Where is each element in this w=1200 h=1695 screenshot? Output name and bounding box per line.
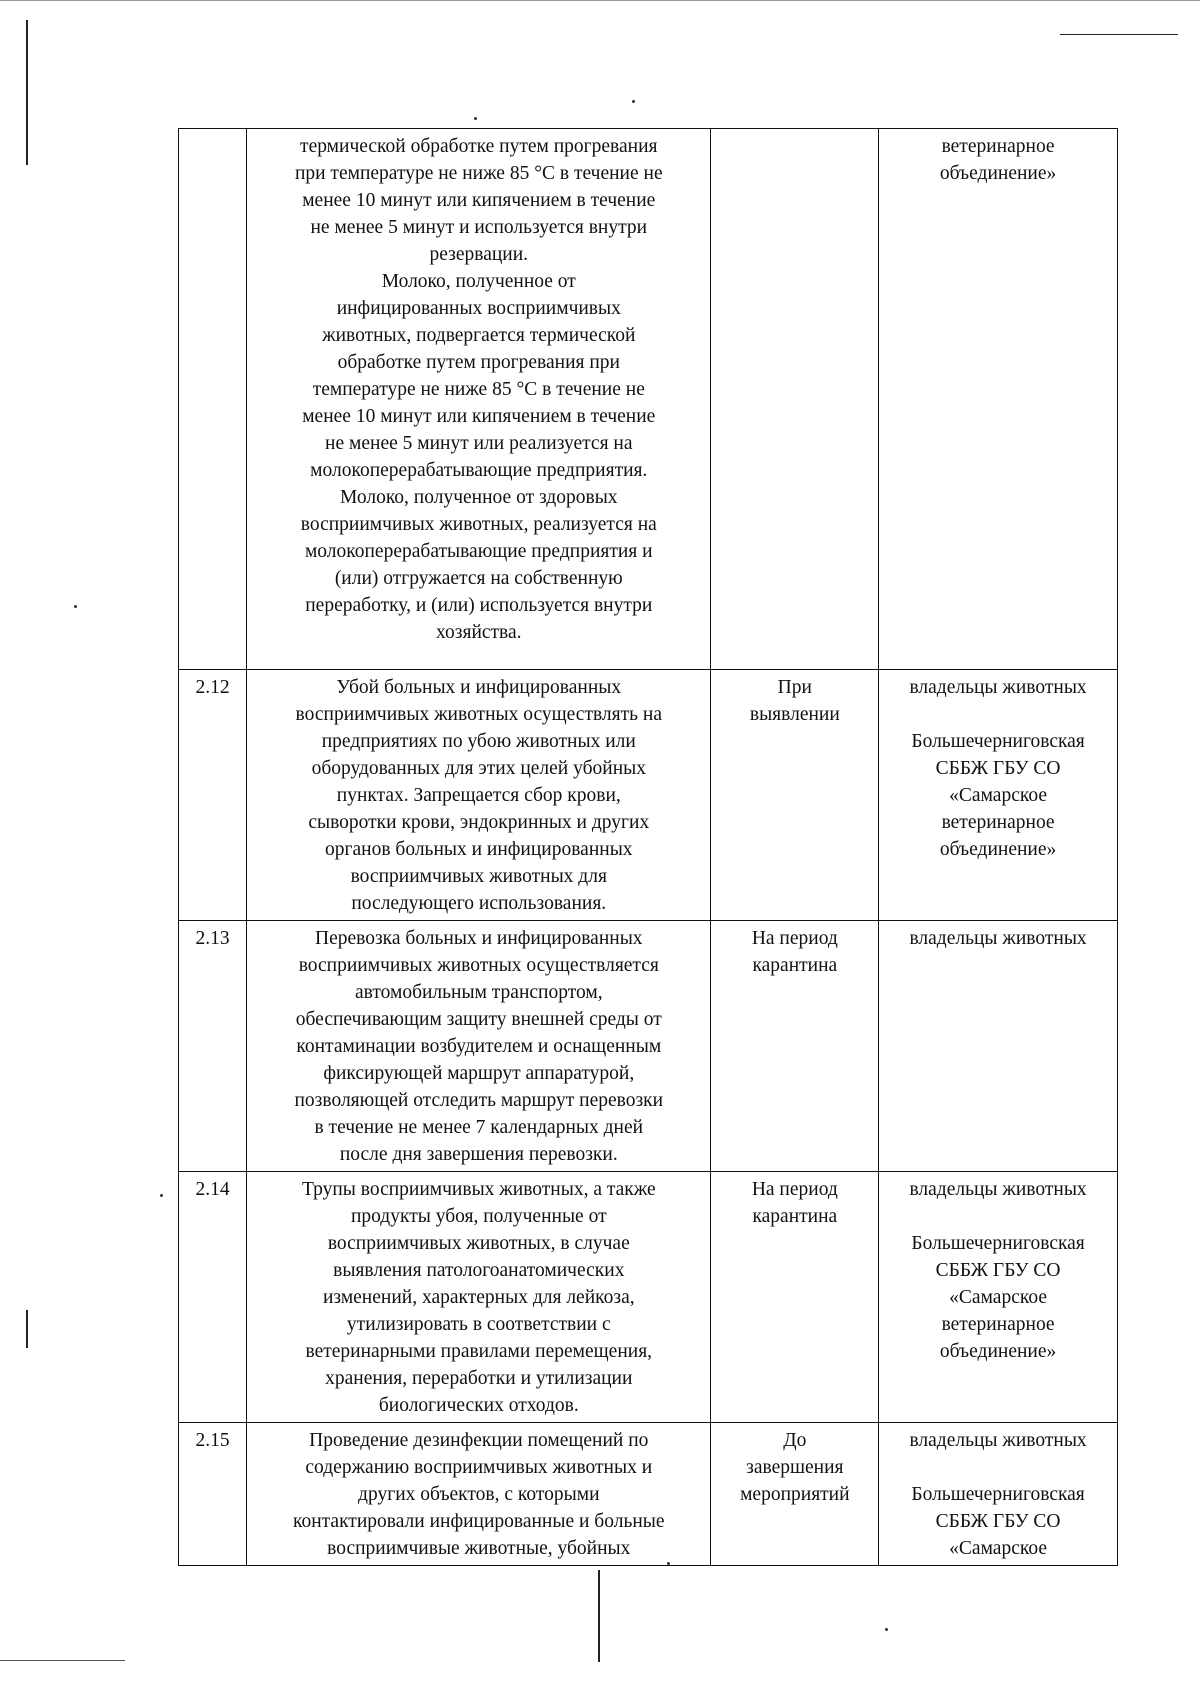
measure-description-cell: Убой больных и инфицированных восприимчивых животных осуществлять на предприятиях по убою животных или оборудованных для этих целей убойных пунктах. Запрещается сбор крови, сыворотки крови, эндокринных и других органов больных и инфицированных восприимчивых животных для последующего использования. [247, 670, 711, 921]
scan-mark-bottom-center [598, 1570, 600, 1662]
table-row [179, 1172, 1118, 1423]
table-row [179, 921, 1118, 1172]
term-cell: На период карантина [711, 921, 879, 1172]
measure-description-cell: Перевозка больных и инфицированных восприимчивых животных осуществляется автомобильным транспортом, обеспечивающим защиту внешней среды от контаминации возбудителем и оснащенным фиксирующей маршрут аппаратурой, позволяющей отследить маршрут перевозки в течение не менее 7 календарных дней после дня завершения перевозки. [247, 921, 711, 1172]
row-number-cell: 2.14 [179, 1172, 247, 1423]
scan-mark-left-top [26, 20, 28, 165]
scan-dot [632, 100, 635, 103]
term-cell: На период карантина [711, 1172, 879, 1423]
row-number-cell: 2.12 [179, 670, 247, 921]
scan-mark-top-right [1060, 34, 1178, 35]
row-number-cell [179, 129, 247, 670]
row-number-cell: 2.15 [179, 1423, 247, 1566]
responsible-cell: владельцы животных Большечерниговская СББЖ ГБУ СО «Самарское ветеринарное объединение» [879, 670, 1118, 921]
table-row [179, 1423, 1118, 1566]
measures-table [178, 128, 1118, 1566]
responsible-cell: ветеринарное объединение» [879, 129, 1118, 670]
scan-border-top [0, 0, 1200, 1]
responsible-cell: владельцы животных Большечерниговская СББЖ ГБУ СО «Самарское [879, 1423, 1118, 1566]
responsible-cell: владельцы животных Большечерниговская СББЖ ГБУ СО «Самарское ветеринарное объединение» [879, 1172, 1118, 1423]
measure-description-cell: Проведение дезинфекции помещений по содержанию восприимчивых животных и других объектов, с которыми контактировали инфицированные и больные восприимчивые животные, убойных [247, 1423, 711, 1566]
term-cell [711, 129, 879, 670]
term-cell: До завершения мероприятий [711, 1423, 879, 1566]
measure-description-cell: Трупы восприимчивых животных, а также продукты убоя, полученные от восприимчивых животных, в случае выявления патологоанатомических изменений, характерных для лейкоза, утилизировать в соответствии с ветеринарными правилами перемещения, хранения, переработки и утилизации биологических отходов. [247, 1172, 711, 1423]
scan-dot [885, 1628, 888, 1631]
row-number-cell: 2.13 [179, 921, 247, 1172]
scan-mark-left-bottom [26, 1310, 28, 1348]
table-row [179, 670, 1118, 921]
term-cell: При выявлении [711, 670, 879, 921]
scan-dot [474, 117, 477, 120]
scan-dot [160, 1194, 163, 1197]
table-row [179, 129, 1118, 670]
scan-mark-bottom-left [0, 1660, 125, 1661]
responsible-cell: владельцы животных [879, 921, 1118, 1172]
measure-description-cell: термической обработке путем прогревания при температуре не ниже 85 °С в течение не менее 10 минут или кипячением в течение не менее 5 минут и используется внутри резервации. Молоко, полученное от инфицированных восприимчивых животных, подвергается термической обработке путем прогревания при температуре не ниже 85 °С в течение не менее 10 минут или кипячением в течение не менее 5 минут или реализуется на молокоперерабатывающие предприятия. Молоко, полученное от здоровых восприимчивых животных, реализуется на молокоперерабатывающие предприятия и (или) отгружается на собственную переработку, и (или) используется внутри хозяйства. [247, 129, 711, 670]
scan-dot [74, 605, 77, 608]
